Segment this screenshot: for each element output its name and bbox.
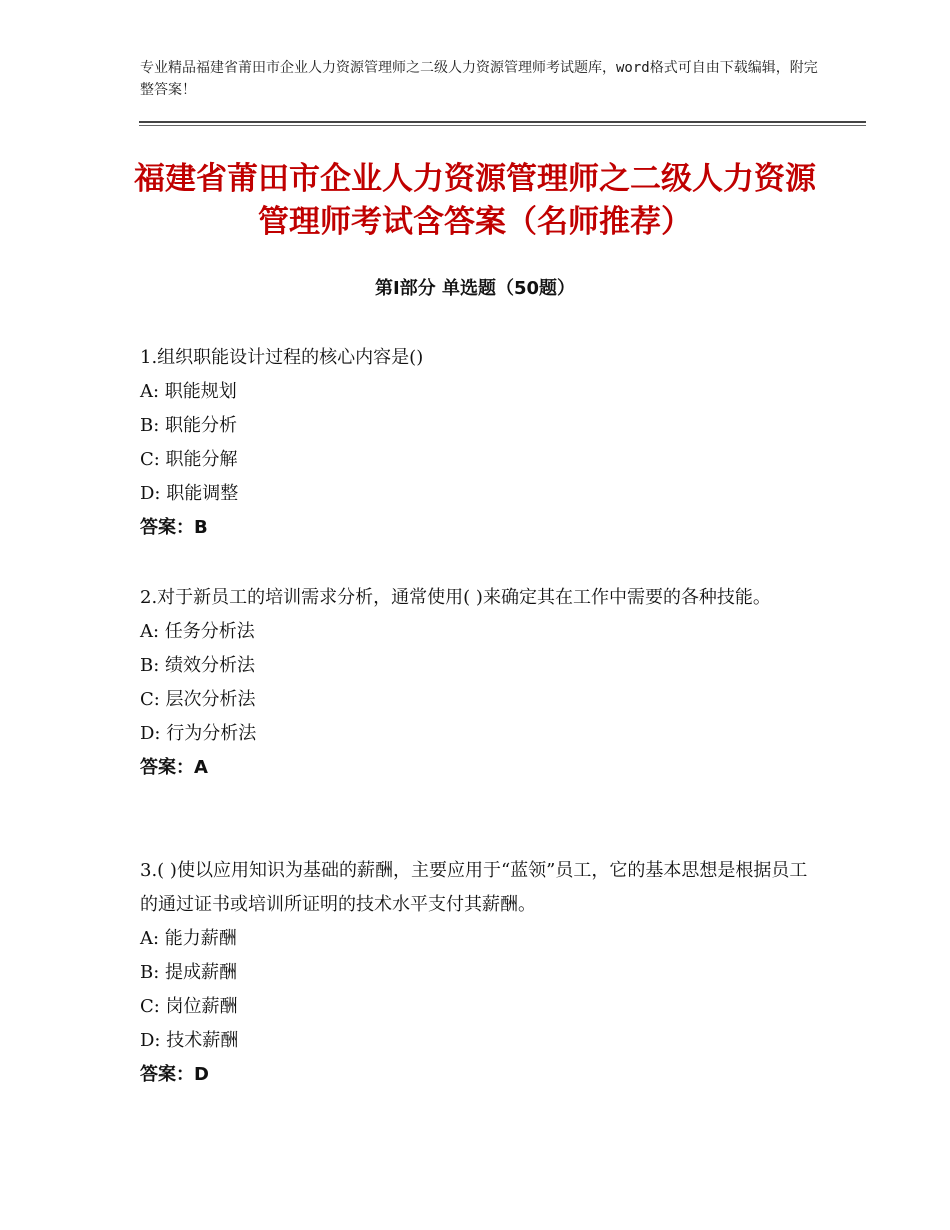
answer: 答案：B	[140, 517, 208, 538]
question-stem: 1.组织职能设计过程的核心内容是()	[140, 347, 424, 368]
section-title: 第Ⅰ部分 单选题（50题）	[374, 278, 575, 299]
header-divider-thick	[139, 121, 866, 123]
option-c: C: 层次分析法	[140, 689, 256, 710]
question-2	[140, 581, 810, 785]
option-d: D: 技术薪酬	[140, 1030, 239, 1051]
option-c: C: 职能分解	[140, 449, 238, 470]
option-b: B: 职能分析	[140, 415, 238, 436]
option-a: A: 能力薪酬	[140, 928, 237, 949]
option-b: B: 绩效分析法	[140, 655, 256, 676]
option-d: D: 职能调整	[140, 483, 239, 504]
option-b: B: 提成薪酬	[140, 962, 238, 983]
question-stem: 3.( )使以应用知识为基础的薪酬，主要应用于“蓝领”员工，它的基本思想是根据员工的通过证书或培训所证明的技术水平支付其薪酬。	[140, 860, 808, 915]
question-1	[140, 341, 810, 545]
header-note: 专业精品福建省莆田市企业人力资源管理师之二级人力资源管理师考试题库，word格式可自由下载编辑，附完整答案！	[140, 60, 818, 98]
answer: 答案：A	[140, 757, 208, 778]
option-a: A: 任务分析法	[140, 621, 255, 642]
document-title: 福建省莆田市企业人力资源管理师之二级人力资源管理师考试含答案（名师推荐）	[134, 161, 816, 240]
header-divider-thin	[139, 125, 866, 126]
option-a: A: 职能规划	[140, 381, 237, 402]
answer: 答案：D	[140, 1064, 209, 1085]
option-c: C: 岗位薪酬	[140, 996, 238, 1017]
option-d: D: 行为分析法	[140, 723, 257, 744]
question-3	[140, 854, 810, 1092]
question-stem: 2.对于新员工的培训需求分析，通常使用( )来确定其在工作中需要的各种技能。	[140, 587, 771, 608]
